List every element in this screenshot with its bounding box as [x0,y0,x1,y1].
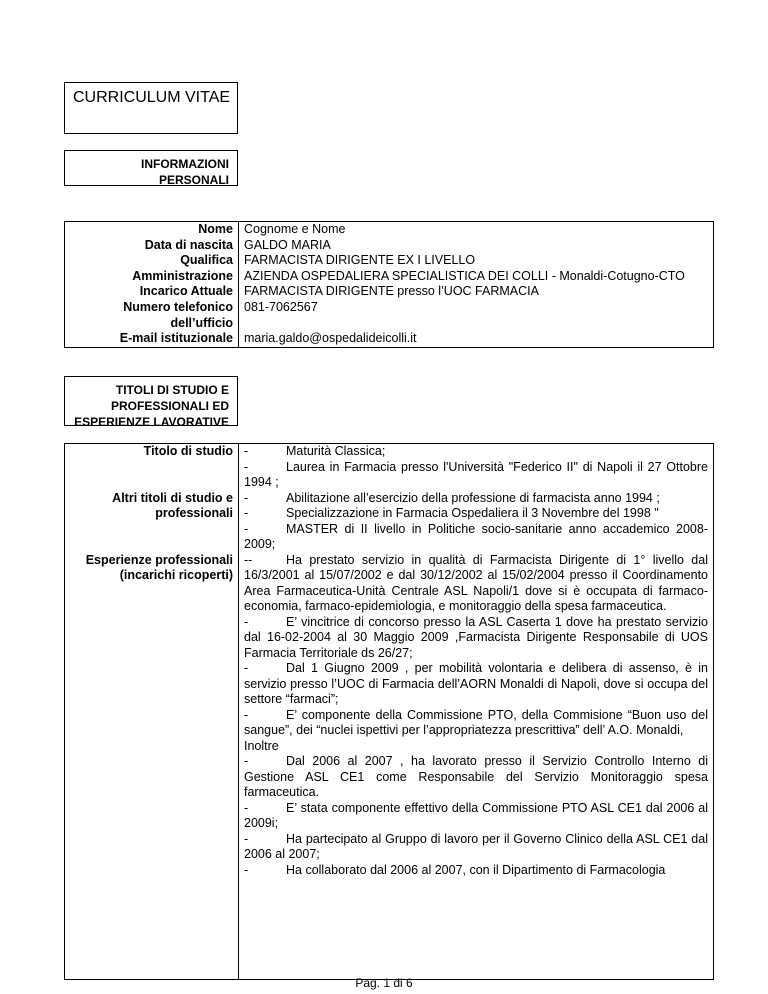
list-item [244,522,708,553]
item-text: Ha prestato servizio in qualità di Farmacista Dirigente di 1° livello dal 16/3/2001 al 15/07/2002 e dal 30/12/2002 al 15/02/2004 presso il Coordinamento Area Farmaceutica-Unità Centrale ASL Napoli/1 dove si è occupata di farmaco-economia, farmaco-epidemiologia, e monitoraggio della spesa farmaceutica. [244,552,708,613]
dash: - [244,459,249,474]
label-text: (incarichi ricoperti) [119,568,233,582]
dash: - [244,614,249,629]
item-text: Ha partecipato al Gruppo di lavoro per il Governo Clinico della ASL CE1 dal 2006 al 2007; [244,831,708,861]
value-telefono: 081-7062567 [244,299,318,314]
dash: - [244,754,249,768]
list-item [244,754,708,801]
label-titolo-studio [65,444,233,491]
section-line: ESPERIENZE LAVORATIVE [74,415,229,429]
item-text: Specializzazione in Farmacia Ospedaliera il 3 Novembre del 1998 " [286,506,659,520]
item-text: E’ componente della Commissione PTO, della Commisione “Buon uso del sangue”, dei “nuclei ispettivi per l’appropriatezza prescrittiva” dell’ A.O. Monaldi, [244,707,708,737]
list-item [244,661,708,708]
value-data-nascita: GALDO MARIA [244,237,331,252]
label-cell [65,222,239,348]
label-text: professionali [155,506,233,520]
item-text: Maturità Classica; [286,444,386,458]
value-nome: Cognome e Nome [244,222,346,236]
item-text: Dal 1 Giugno 2009 , per mobilità volontaria e delibera di assenso, è in servizio presso l’UOC di Farmacia dell’AORN Monaldi di Napoli, dove si occupa del settore “farmaci”; [244,661,708,706]
title-text: CURRICULUM VITAE [73,89,231,106]
item-text: MASTER di II livello in Politiche socio-sanitarie anno accademico 2008-2009; [244,521,708,551]
label-incarico: Incarico Attuale [139,284,233,299]
list-item [244,801,708,832]
list-item [244,491,708,507]
item-text: Abilitazione all’esercizio della professione di farmacista anno 1994 ; [286,490,660,505]
label-cell [65,444,239,980]
list-item [244,863,708,879]
list-item [244,553,708,615]
list-item [244,708,708,739]
dash: - [244,490,249,505]
value-qualifica: FARMACISTA DIRIGENTE EX I LIVELLO [244,253,476,268]
value-amministrazione: AZIENDA OSPEDALIERA SPECIALISTICA DEI COLLI - Monaldi-Cotugno-CTO [244,268,685,283]
content-cell [239,444,714,980]
label-text: Altri titoli di studio e [112,490,233,505]
section-line: PERSONALI [158,173,229,187]
dash: - [244,661,249,675]
dash: - [244,831,249,846]
item-text: E’ stata componente effettivo della Commissione PTO ASL CE1 dal 2006 al 2009i; [244,800,708,830]
dash: - [244,444,249,458]
dash: - [244,506,249,520]
inoltre-text: Inoltre [244,738,279,753]
list-item [244,832,708,863]
section-line: PROFESSIONALI ED [110,399,229,413]
label-email: E-mail istituzionale [119,331,233,346]
list-item [244,615,708,662]
label-data-nascita: Data di nascita [144,237,233,252]
document-title [64,82,238,134]
label-text: Titolo di studio [143,444,233,458]
list-item [244,506,708,522]
section-titoli [64,376,238,429]
personal-info-table [64,221,714,348]
item-text: Dal 2006 al 2007 , ha lavorato presso il Servizio Controllo Interno di Gestione ASL CE1 come Responsabile del Servizio Monitoraggio spesa farmaceutica. [244,754,708,799]
section-line: INFORMAZIONI [141,157,229,171]
value-cell [239,222,714,348]
section-personal-info [64,150,238,186]
dash: -- [244,552,253,567]
list-item [244,460,708,491]
item-text: E’ vincitrice di concorso presso la ASL Caserta 1 dove ha prestato servizio dal 16-02-2004 al 30 Maggio 2009 ,Farmacista Dirigente Responsabile di UOS Farmacia Territoriale ds 26/27; [244,614,708,660]
label-altri-titoli [65,491,233,553]
section-line: TITOLI DI STUDIO E [115,383,229,397]
page-footer: Pag. 1 di 6 [355,976,413,990]
label-amministrazione: Amministrazione [132,268,233,283]
dash: - [244,800,249,815]
label-telefono-2: dell’ufficio [170,315,233,330]
dash: - [244,707,249,722]
dash: - [244,862,249,877]
value-email: maria.galdo@ospedalideicolli.it [244,331,417,346]
label-telefono-1: Numero telefonico [123,299,233,314]
dash: - [244,521,249,536]
label-qualifica: Qualifica [180,253,233,268]
label-text: Esperienze professionali [85,552,233,567]
label-nome: Nome [198,222,233,236]
item-text: Laurea in Farmacia presso l'Università "Federico II" di Napoli il 27 Ottobre 1994 ; [244,459,708,489]
label-esperienze [65,553,233,584]
value-incarico: FARMACISTA DIRIGENTE presso l’UOC FARMACIA [244,284,539,299]
list-item [244,444,708,460]
spacer [244,316,708,332]
titoli-table [64,443,714,980]
item-text: Ha collaborato dal 2006 al 2007, con il Dipartimento di Farmacologia [286,862,666,877]
